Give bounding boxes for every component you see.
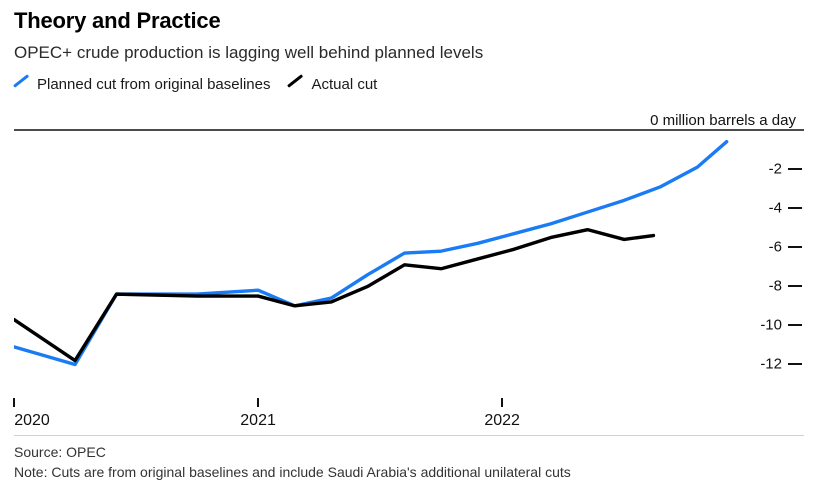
chart-footer: [14, 435, 804, 480]
legend-line-icon-actual: [288, 78, 304, 92]
x-tick-mark: [257, 398, 259, 407]
y-tick-mark: [788, 168, 802, 170]
y-tick-mark: [788, 363, 802, 365]
y-tick-mark: [788, 207, 802, 209]
x-tick-mark: [501, 398, 503, 407]
legend-item-planned: [14, 76, 270, 93]
y-axis-labels: [740, 112, 804, 402]
y-tick-label: -12: [760, 355, 782, 373]
source-text: Source: OPEC: [14, 444, 106, 460]
x-tick-label: 2021: [240, 412, 276, 429]
page-title: Theory and Practice: [14, 8, 221, 33]
y-tick-mark: [788, 246, 802, 248]
chart-canvas: [14, 112, 804, 402]
plot-area: [14, 112, 804, 402]
legend-item-actual: [288, 76, 377, 93]
legend-label-planned: Planned cut from original baselines: [37, 76, 271, 93]
x-tick-mark: [13, 398, 15, 407]
series-line-planned: [14, 142, 727, 365]
y-tick-label: -10: [760, 316, 782, 334]
y-tick-label: -8: [768, 277, 782, 295]
y-tick-mark: [788, 324, 802, 326]
legend-line-icon-planned: [14, 78, 30, 92]
x-axis-labels: [14, 398, 804, 434]
y-tick-label: -4: [768, 199, 782, 217]
footer-divider: [14, 435, 804, 436]
y-tick-mark: [788, 285, 802, 287]
chart-subtitle: OPEC+ crude production is lagging well behind planned levels: [14, 43, 484, 62]
y-axis-unit-label: 0 million barrels a day: [650, 112, 796, 129]
y-tick-label: -2: [768, 160, 782, 178]
x-tick-label: 2020: [14, 412, 50, 429]
chart-legend: [14, 76, 377, 93]
y-tick-label: -6: [768, 238, 782, 256]
note-text: Note: Cuts are from original baselines and include Saudi Arabia's additional unilateral cuts: [14, 464, 571, 480]
legend-label-actual: Actual cut: [311, 76, 378, 93]
x-tick-label: 2022: [484, 412, 520, 429]
